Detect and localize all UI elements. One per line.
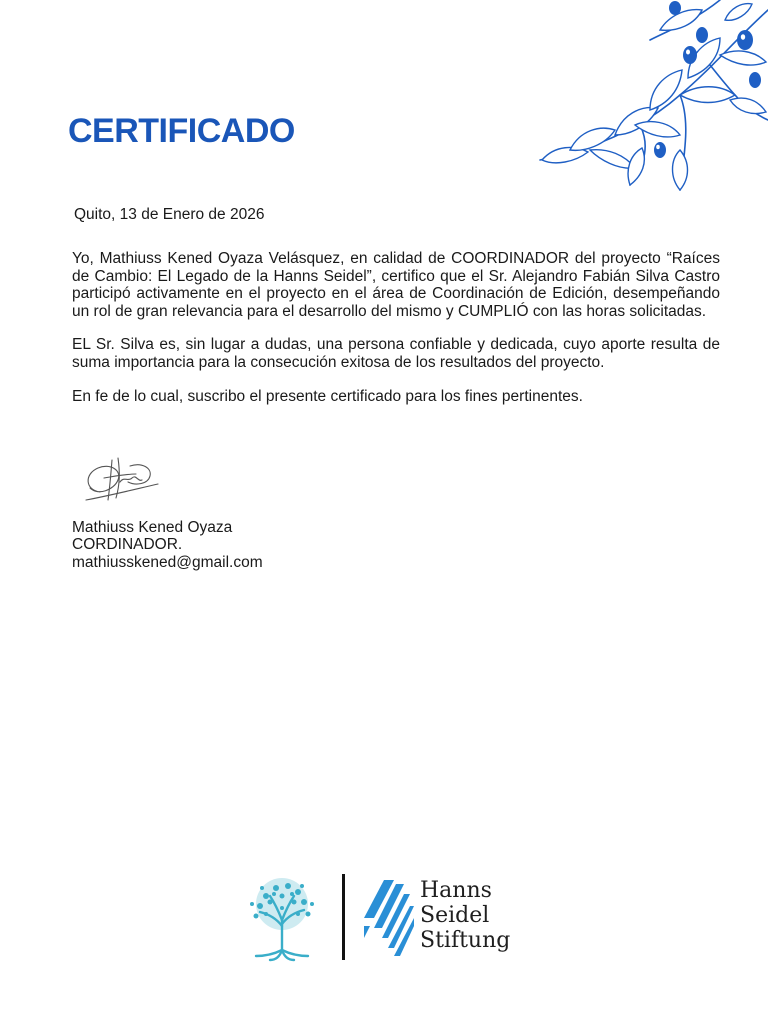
certificate-title: CERTIFICADO bbox=[68, 112, 295, 150]
signer-block bbox=[72, 519, 263, 571]
footer-divider bbox=[342, 874, 345, 960]
body-paragraph: Yo, Mathiuss Kened Oyaza Velásquez, en calidad de COORDINADOR del proyecto “Raíces de Cambio: El Legado de la Hanns Seidel”, certifico que el Sr. Alejandro Fabián Silva Castro participó activamente en el proyecto en el área de Coordinación de Edición, desempeñando un rol de gran relevancia para el desarrollo del mismo y CUMPLIÓ con las horas solicitadas. bbox=[72, 250, 720, 320]
hss-line: Seidel bbox=[420, 903, 490, 928]
hss-wordmark bbox=[420, 878, 510, 953]
body-paragraph: En fe de lo cual, suscribo el presente certificado para los fines pertinentes. bbox=[72, 387, 583, 405]
certificate-body bbox=[72, 250, 720, 421]
olive-branch-illustration bbox=[530, 0, 768, 200]
signer-email: mathiusskened@gmail.com bbox=[72, 553, 263, 571]
hss-line: Hanns bbox=[420, 878, 492, 903]
body-paragraph: EL Sr. Silva es, sin lugar a dudas, una persona confiable y dedicada, cuyo aporte resulta de suma importancia para la consecución exitosa de los resultados del proyecto. bbox=[72, 336, 720, 371]
hss-stripes-logo bbox=[364, 880, 414, 956]
signer-role: CORDINADOR. bbox=[72, 536, 183, 554]
signer-name: Mathiuss Kened Oyaza bbox=[72, 519, 233, 536]
document-date: Quito, 13 de Enero de 2026 bbox=[74, 206, 265, 223]
hss-line: Stiftung bbox=[420, 928, 511, 953]
tree-logo bbox=[236, 874, 328, 962]
handwritten-signature bbox=[80, 452, 162, 510]
footer-logos bbox=[236, 870, 536, 966]
